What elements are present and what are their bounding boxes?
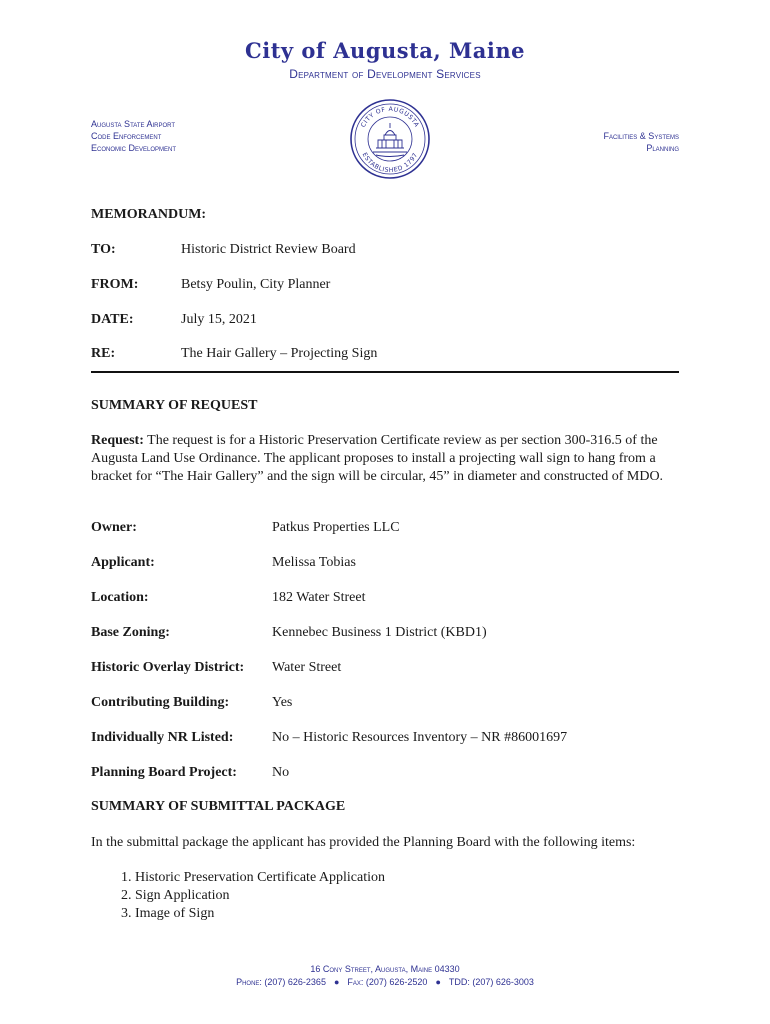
field-value: Kennebec Business 1 District (KBD1) [272,625,487,640]
dept-line: Facilities & Systems [603,131,679,141]
field-label: Base Zoning: [91,625,170,640]
submittal-list [91,869,385,923]
memo-re-value: The Hair Gallery – Projecting Sign [181,346,378,361]
dept-line: Economic Development [91,143,177,153]
memo-re-label: RE: [91,346,116,361]
field-label: Contributing Building: [91,695,230,710]
submittal-intro: In the submittal package the applicant has provided the Planning Board with the following items: [91,835,636,850]
right-departments [603,130,679,154]
field-label: Applicant: [91,555,155,570]
dept-line: Code Enforcement [91,131,162,141]
left-departments [91,118,176,154]
footer-contact [0,977,770,987]
list-item: 1. Historic Preservation Certificate Application [135,869,385,887]
memo-to-label: TO: [91,242,116,257]
memo-date-value: July 15, 2021 [181,312,257,327]
field-label: Location: [91,590,149,605]
header-divider [91,371,679,373]
memo-to-value: Historic District Review Board [181,242,356,257]
field-value: 182 Water Street [272,590,366,605]
request-label: Request: [91,433,144,448]
city-title: City of Augusta, Maine [245,38,525,63]
field-value: Yes [272,695,293,710]
memo-heading: MEMORANDUM: [91,207,207,222]
memo-date-label: DATE: [91,312,134,327]
summary-heading: SUMMARY OF REQUEST [91,398,258,413]
request-text: The request is for a Historic Preservation Certificate review as per section 300-316.5 of the Augusta Land Use Ordinance. The applicant proposes to install a projecting wall sign to hang from a bracket for “The Hair Gallery” and the sign will be circular, 45” in diameter and constructed of MDO. [91,433,664,484]
city-seal-icon [349,98,431,180]
bullet-icon: ● [333,977,340,987]
field-label: Owner: [91,520,137,535]
memo-from-label: FROM: [91,277,139,292]
list-item: 3. Image of Sign [135,905,385,923]
field-label: Individually NR Listed: [91,730,234,745]
memo-from-value: Betsy Poulin, City Planner [181,277,331,292]
dept-line: Planning [646,143,679,153]
field-label: Historic Overlay District: [91,660,245,675]
field-value: Patkus Properties LLC [272,520,400,535]
department-name: Department of Development Services [289,67,481,81]
request-paragraph [91,432,681,486]
field-value: Water Street [272,660,342,675]
dept-line: Augusta State Airport [91,119,176,129]
seal-text-bottom: ESTABLISHED 1797 [360,151,420,175]
svg-text:ESTABLISHED 1797 [361,152,420,174]
footer-phone: Phone: (207) 626-2365 [236,977,326,987]
list-item: 2. Sign Application [135,887,385,905]
field-value: Melissa Tobias [272,555,356,570]
seal-text-top: CITY OF AUGUSTA [359,105,421,129]
field-label: Planning Board Project: [91,765,237,780]
bullet-icon: ● [435,977,441,987]
footer-fax: Fax: (207) 626-2520 [347,977,428,987]
field-value: No [272,765,290,780]
footer-address: 16 Cony Street, Augusta, Maine 04330 [310,964,460,974]
submittal-heading: SUMMARY OF SUBMITTAL PACKAGE [91,799,346,814]
field-value: No – Historic Resources Inventory – NR #86001697 [272,730,568,745]
footer-tdd: TDD: (207) 626-3003 [448,977,534,987]
